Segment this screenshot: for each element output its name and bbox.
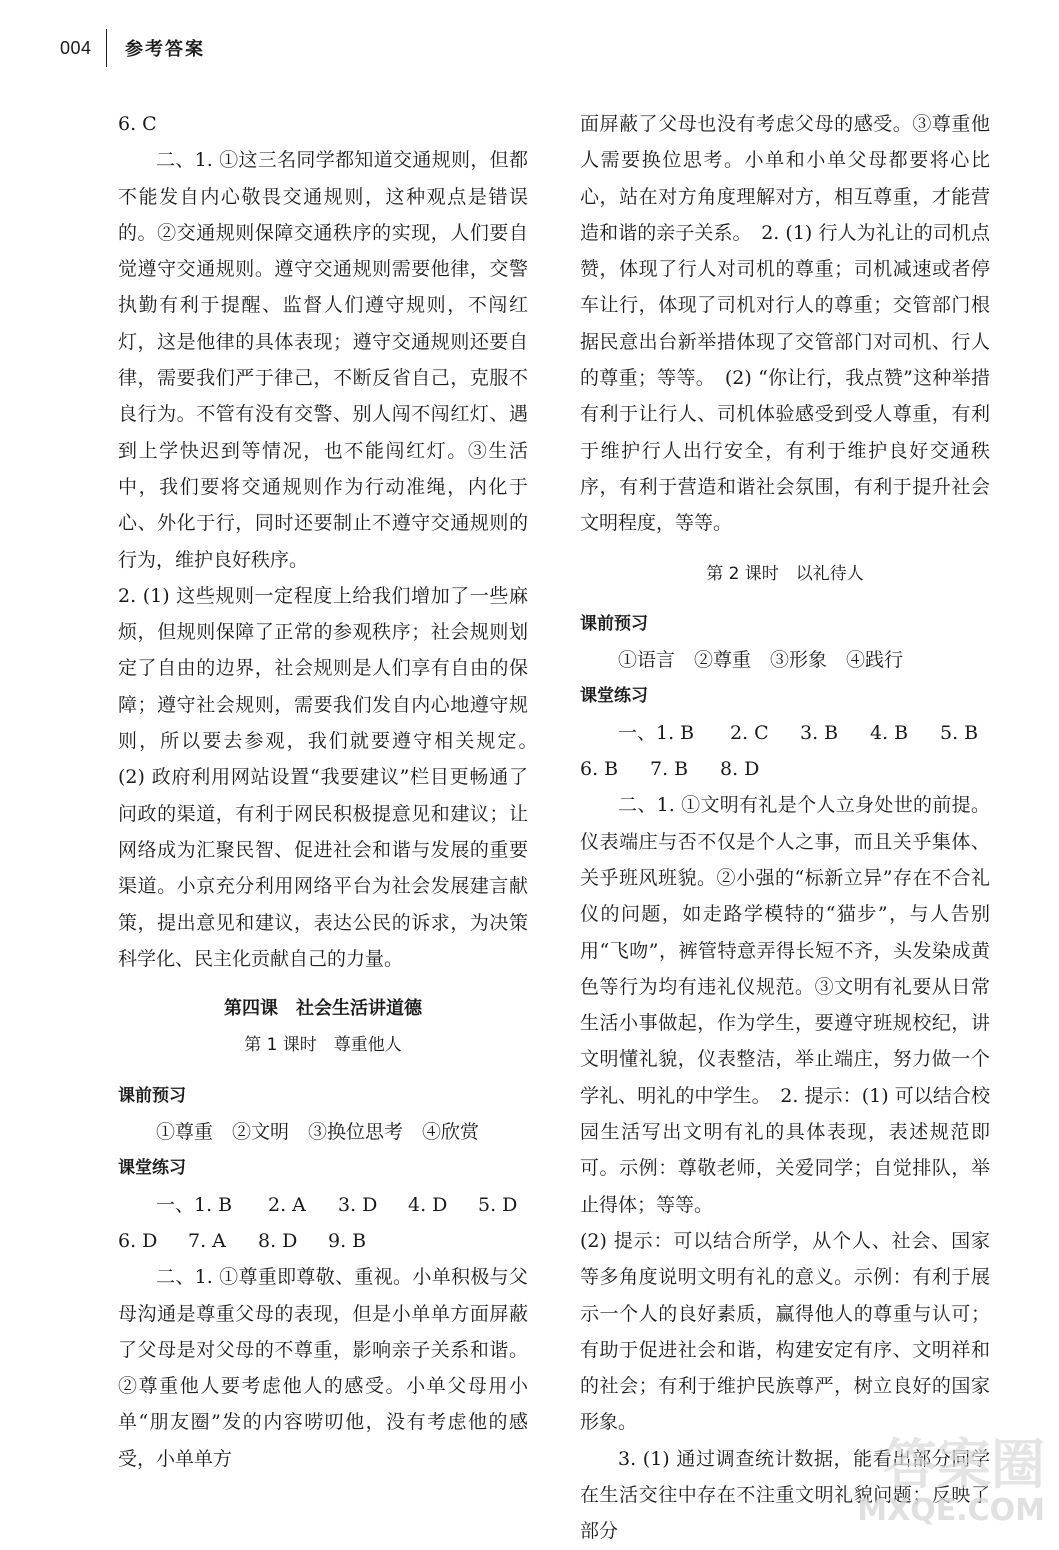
watermark-text: 答案圈 [883,1433,1045,1496]
answer-continued: 面屏蔽了父母也没有考虑父母的感受。③尊重他人需要换位思考。小单和小单父母都要将心比心，站在对方角度理解对方，相互尊重，才能营造和谐的亲子关系。 2. (1) 行人为礼让的司机点赞，体现了行人对司机的尊重；司机减速或者停车让行，体现了司机对行人的尊重；交管部门根据民意出台新举措体现了交管部门对司机、行人的尊重；等等。 (2) “你让行，我点赞”这种举措有利于让行人、司机体验感受到受人尊重，有利于维护行人出行安全，有利于维护良好交通秩序，有利于营造和谐社会氛围，有利于提升社会文明程度，等等。 [580,113,990,535]
answer-part2-q1-lesson4: 二、1. ①尊重即尊敬、重视。小单积极与父母沟通是尊重父母的表现，但是小单单方面屏蔽了父母是对父母的不尊重，影响亲子关系和谐。②尊重他人要考虑他人的感受。小单父母用小单“朋友圈”发的内容唠叨他，没有考虑他的感受，小单单方 [118,1266,528,1470]
header-divider [106,29,108,67]
answer-part2-q3: 3. (1) 通过调查统计数据，能看出部分同学在生活交往中存在不注重文明礼貌问题；反映了部分 [580,1447,990,1543]
mc-answer: 一、1. B [618,721,695,744]
mc-answer: 7. B [650,758,689,781]
header-title: 参考答案 [125,39,206,60]
page-header [60,28,205,68]
answer-part2-q2-2: (2) 提示：可以结合所学，从个人、社会、国家等多角度说明文明有礼的意义。示例：有利于展示一个人的良好素质，赢得他人的尊重与认可；有助于促进社会和谐，构建安定有序、文明祥和的社会；有利于维护民族尊严，树立良好的国家形象。 [580,1229,990,1434]
lesson-title: 第四课 社会生活讲道德 [224,998,422,1020]
answer-part2: 二、1. ①文明有礼是个人立身处世的前提。仪表端庄与否不仅是个人之事，而且关乎集体、关乎班风班貌。②小强的“标新立异”存在不合礼仪的问题，如走路学模特的“猫步”，与人告别用“飞吻”，裤管特意弄得长短不齐，头发染成黄色等行为均有违礼仪规范。③文明有礼要从日常生活小事做起，作为学生，要遵守班规校纪，讲文明懂礼貌，仪表整洁，举止端庄，努力做一个学礼、明礼的中学生。 2. 提示：(1) 可以结合校园生活写出文明有礼的具体表现，表述规范即可。示例：尊敬老师，关爱同学；自觉排队，举止得体；等等。 [580,794,990,1216]
mc-answers-line1 [118,1187,528,1223]
watermark-url: MXQE.COM [857,1493,1045,1528]
mc-answer: 一、1. B [156,1193,233,1216]
mc-answer: 4. B [870,721,909,744]
mc-answer: 9. B [328,1229,367,1252]
answer-part2-q2: 2. (1) 这些规则一定程度上给我们增加了一些麻烦，但规则保障了正常的参观秩序；社会规则划定了自由的边界，社会规则是人们享有自由的保障；遵守社会规则，需要我们发自内心地遵守规则，所以要去参观，我们就要遵守相关规定。 (2) 政府利用网站设置“我要建议”栏目更畅通了问政的渠道，有利于网民积极提意见和建议；让网络成为汇聚民智、促进社会和谐与发展的重要渠道。小京充分利用网络平台为社会发展建言献策，提出意见和建议，表达公民的诉求，为决策科学化、民主化贡献自己的力量。 [118,584,548,970]
mc-answer: 8. D [258,1229,298,1252]
answer-6: 6. C [118,113,157,135]
watermark-logo [855,1433,1045,1536]
mc-answer: 5. B [940,721,979,744]
preview-label: 课前预习 [580,613,648,634]
mc-answers-line1 [580,715,990,751]
mc-answer: 4. D [408,1193,448,1216]
practice-label: 课堂练习 [580,686,648,707]
mc-answer: 7. A [188,1229,226,1252]
mc-answer: 3. D [338,1193,378,1216]
left-column [118,106,548,1477]
page-number: 004 [60,37,92,58]
preview-answers: ①尊重 ②文明 ③换位思考 ④欣赏 [156,1121,480,1144]
mc-answer: 3. B [800,721,839,744]
mc-answers-line2 [118,1223,528,1259]
right-column [580,106,990,1550]
mc-answer: 2. C [730,721,769,744]
practice-label: 课堂练习 [118,1158,186,1179]
mc-answer: 6. D [118,1229,158,1252]
mc-answers-line2 [580,751,990,787]
period-title: 第 2 课时 以礼待人 [706,563,864,584]
answer-part2-q1: 二、1. ①这三名同学都知道交通规则，但都不能发自内心敬畏交通规则，这种观点是错误的。②交通规则保障交通秩序的实现，人们要自觉遵守交通规则。遵守交通规则需要他律，交警执勤有利于提醒、监督人们遵守规则，不闯红灯，这是他律的具体表现；遵守交通规则还要自律，需要我们严于律己，不断反省自己，克服不良行为。不管有没有交警、别人闯不闯红灯、遇到上学快迟到等情况，也不能闯红灯。③生活中，我们要将交通规则作为行动准绳，内化于心、外化于行，同时还要制止不遵守交通规则的行为，维护良好秩序。 [118,149,528,571]
preview-answers: ①语言 ②尊重 ③形象 ④践行 [618,649,904,672]
mc-answer: 6. B [580,758,619,781]
mc-answer: 8. D [720,758,760,781]
period-title: 第 1 课时 尊重他人 [244,1035,402,1056]
preview-label: 课前预习 [118,1085,186,1106]
mc-answer: 5. D [478,1193,518,1216]
mc-answer: 2. A [268,1193,306,1216]
